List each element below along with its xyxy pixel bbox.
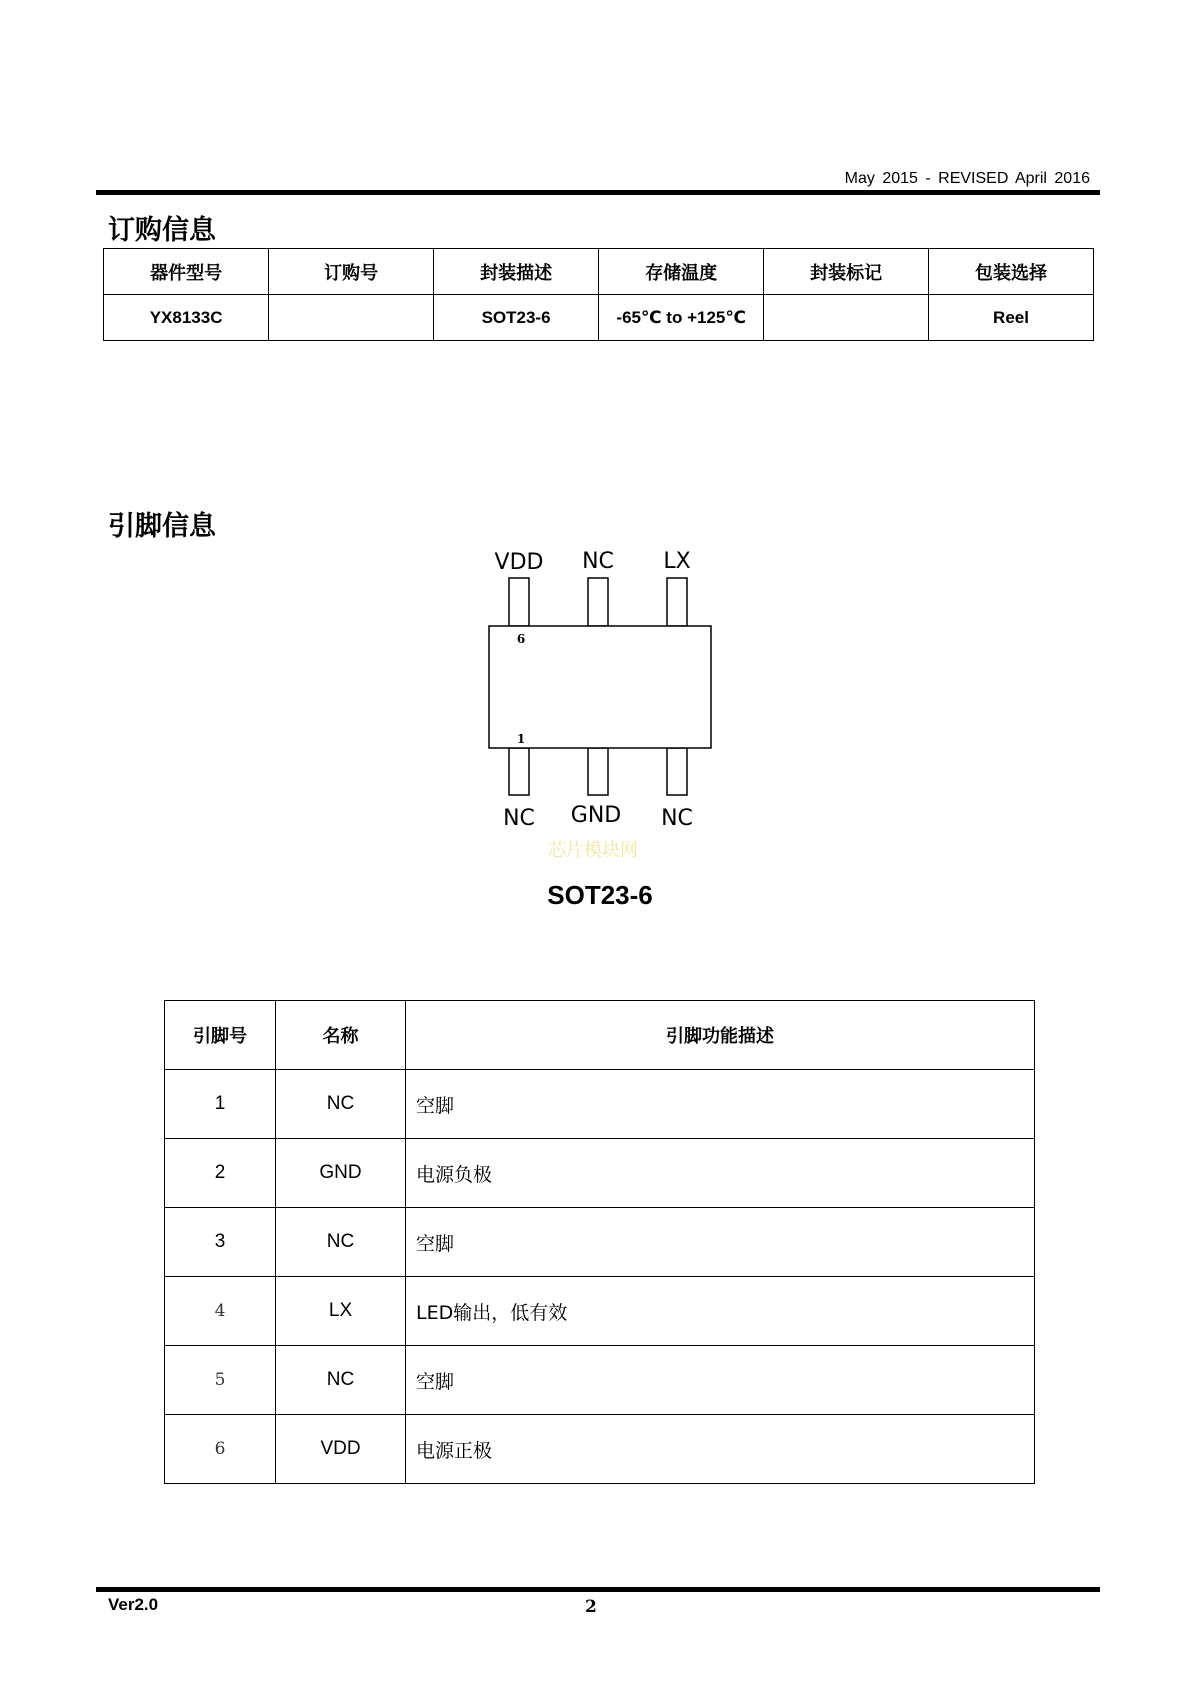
pin-label-lx: LX — [663, 549, 691, 574]
header-rule — [96, 190, 1100, 195]
watermark: 芯片模块网 — [548, 840, 638, 861]
pin-table — [164, 1000, 1035, 1484]
table-row — [165, 1415, 1035, 1484]
table-row — [165, 1277, 1035, 1346]
ordering-table — [103, 248, 1094, 341]
pin-name-cell: LX — [276, 1277, 406, 1346]
package-title: SOT23-6 — [547, 880, 653, 910]
header-cell: 存储温度 — [599, 249, 764, 295]
pin-name-cell: GND — [276, 1139, 406, 1208]
header-cell: 引脚功能描述 — [406, 1001, 1035, 1070]
pin-number-cell: 6 — [165, 1415, 276, 1484]
marking-cell — [764, 295, 929, 341]
header-cell: 订购号 — [269, 249, 434, 295]
footer-rule — [96, 1587, 1100, 1592]
header-cell: 名称 — [276, 1001, 406, 1070]
pin-lead-top — [667, 578, 687, 626]
pin-lead-top — [588, 578, 608, 626]
pin-desc-cell: 空脚 — [406, 1070, 1035, 1139]
pin-number-cell: 4 — [165, 1277, 276, 1346]
package-cell: SOT23-6 — [434, 295, 599, 341]
page-number: 2 — [585, 1597, 597, 1617]
pin-label-vdd: VDD — [494, 550, 544, 575]
table-header-row — [165, 1001, 1035, 1070]
table-row — [165, 1139, 1035, 1208]
pin-label-nc-right: NC — [661, 806, 693, 831]
pin-desc-cell: 空脚 — [406, 1346, 1035, 1415]
pin-lead-top — [509, 578, 529, 626]
pin-desc-cell: 电源正极 — [406, 1415, 1035, 1484]
pin-name-cell: NC — [276, 1208, 406, 1277]
table-row — [104, 295, 1094, 341]
header-cell: 器件型号 — [104, 249, 269, 295]
pin-number-cell: 2 — [165, 1139, 276, 1208]
pin-label-nc-top: NC — [582, 549, 614, 574]
pin-lead-bottom — [588, 748, 608, 795]
pin-info-title: 引脚信息 — [108, 511, 216, 542]
pin-desc-cell: LED输出，低有效 — [406, 1277, 1035, 1346]
order-number-cell — [269, 295, 434, 341]
pin-desc-cell: 电源负极 — [406, 1139, 1035, 1208]
pin-lead-bottom — [667, 748, 687, 795]
pin1-marker: 1 — [516, 732, 526, 746]
pin6-marker: 6 — [516, 632, 526, 646]
pin-number-cell: 1 — [165, 1070, 276, 1139]
header-cell: 封装标记 — [764, 249, 929, 295]
header-cell: 封装描述 — [434, 249, 599, 295]
pin-name-cell: NC — [276, 1346, 406, 1415]
pin-desc-cell: 空脚 — [406, 1208, 1035, 1277]
pin-label-gnd: GND — [570, 803, 622, 828]
pin-number-cell: 5 — [165, 1346, 276, 1415]
pin-lead-bottom — [509, 748, 529, 795]
pin-name-cell: NC — [276, 1070, 406, 1139]
storage-temp-cell: -65℃ to +125℃ — [599, 295, 764, 341]
table-row — [165, 1346, 1035, 1415]
pin-name-cell: VDD — [276, 1415, 406, 1484]
package-diagram — [470, 540, 740, 850]
header-cell: 引脚号 — [165, 1001, 276, 1070]
table-header-row — [104, 249, 1094, 295]
packing-cell: Reel — [929, 295, 1094, 341]
pin-number-cell: 3 — [165, 1208, 276, 1277]
table-row — [165, 1070, 1035, 1139]
version-label: Ver2.0 — [108, 1595, 159, 1614]
pin-label-nc-left: NC — [503, 806, 535, 831]
revision-date: May 2015 - REVISED April 2016 — [844, 170, 1090, 187]
ordering-title: 订购信息 — [108, 215, 216, 246]
header-cell: 包装选择 — [929, 249, 1094, 295]
part-number-cell: YX8133C — [104, 295, 269, 341]
table-row — [165, 1208, 1035, 1277]
